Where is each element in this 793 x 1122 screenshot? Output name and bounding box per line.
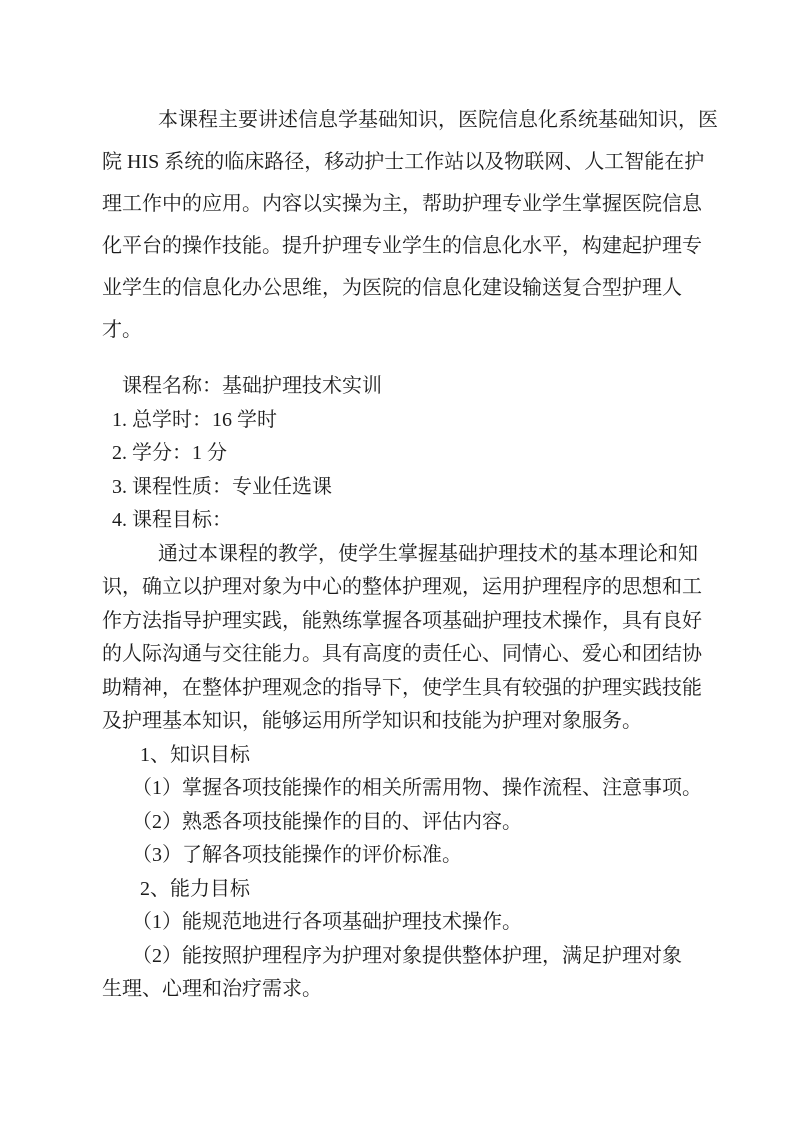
course-details — [102, 370, 702, 1007]
total-hours-line: 1. 总学时：16 学时 — [112, 408, 277, 431]
knowledge-goal-item: （3）了解各项技能操作的评价标准。 — [132, 844, 462, 866]
course-goal-paragraph-line: 通过本课程的教学，使学生掌握基础护理技术的基本理论和知 — [158, 542, 698, 565]
course-name-line: 课程名称：基础护理技术实训 — [122, 375, 382, 397]
intro-paragraph-line: 化平台的操作技能。提升护理专业学生的信息化水平，构建起护理专 — [102, 235, 702, 257]
intro-paragraph-line: 理工作中的应用。内容以实操为主，帮助护理专业学生掌握医院信息 — [102, 193, 702, 215]
course-type-line: 3. 课程性质：专业任选课 — [112, 475, 332, 498]
intro-paragraph-line: 才。 — [102, 319, 142, 341]
knowledge-goal-item: （1）掌握各项技能操作的相关所需用物、操作流程、注意事项。 — [132, 777, 702, 799]
course-goal-label-line: 4. 课程目标： — [112, 509, 232, 531]
course-goal-paragraph-line: 助精神，在整体护理观念的指导下，使学生具有较强的护理实践技能 — [102, 676, 702, 699]
course-goal-paragraph-line: 的人际沟通与交往能力。具有高度的责任心、同情心、爱心和团结协 — [102, 643, 702, 665]
ability-goals-heading: 2、能力目标 — [140, 877, 250, 900]
intro-paragraph-line: 本课程主要讲述信息学基础知识，医院信息化系统基础知识，医 — [158, 109, 718, 131]
intro-paragraph-line: 业学生的信息化办公思维，为医院的信息化建设输送复合型护理人 — [102, 277, 682, 299]
course-goal-paragraph-line: 作方法指导护理实践，能熟练掌握各项基础护理技术操作，具有良好 — [102, 609, 702, 632]
course-goal-paragraph-line: 及护理基本知识，能够运用所学知识和技能为护理对象服务。 — [102, 710, 642, 732]
course-goal-paragraph-line: 识，确立以护理对象为中心的整体护理观，运用护理程序的思想和工 — [102, 576, 702, 598]
ability-goal-item-continuation: 生理、心理和治疗需求。 — [102, 978, 322, 1000]
intro-paragraph — [102, 99, 718, 351]
intro-paragraph-line: 院 HIS 系统的临床路径，移动护士工作站以及物联网、人工智能在护 — [102, 151, 705, 173]
ability-goal-item: （1）能规范地进行各项基础护理技术操作。 — [132, 911, 522, 933]
ability-goal-item: （2）能按照护理程序为护理对象提供整体护理，满足护理对象 — [132, 944, 682, 967]
knowledge-goals-heading: 1、知识目标 — [140, 743, 250, 766]
knowledge-goal-item: （2）熟悉各项技能操作的目的、评估内容。 — [132, 810, 522, 833]
credit-line: 2. 学分：1 分 — [112, 442, 227, 464]
